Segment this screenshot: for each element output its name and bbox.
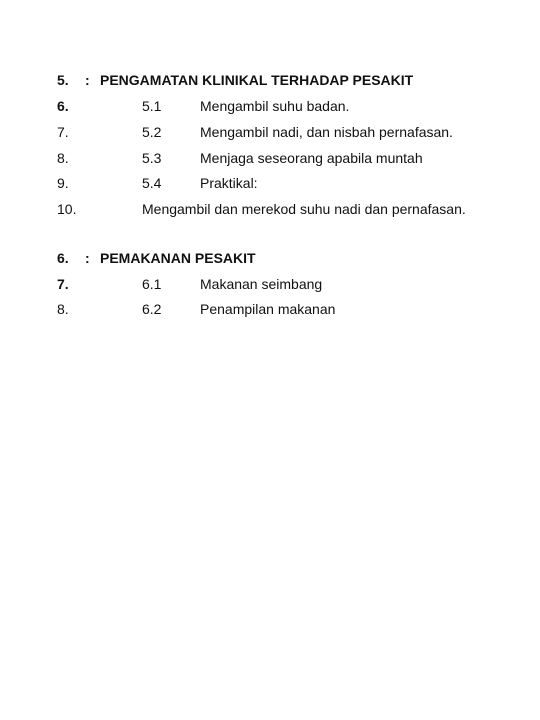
list-item <box>0 122 540 142</box>
item-subnumber: 6.2 <box>142 301 162 317</box>
section-title: PEMAKANAN PESAKIT <box>100 250 256 266</box>
item-number: 10. <box>57 201 77 217</box>
item-number: 7. <box>57 124 69 140</box>
item-subnumber: 5.3 <box>142 150 162 166</box>
item-text: Penampilan makanan <box>200 301 336 317</box>
section-colon: : <box>85 72 90 88</box>
section-number: 6. <box>57 250 69 266</box>
list-item <box>0 96 540 116</box>
item-subnumber: 5.2 <box>142 124 162 140</box>
item-text: Praktikal: <box>200 175 258 191</box>
item-number: 8. <box>57 150 69 166</box>
list-item <box>0 148 540 168</box>
item-subnumber: 5.4 <box>142 175 162 191</box>
section-colon: : <box>85 250 90 266</box>
section-number: 5. <box>57 72 69 88</box>
item-text: Mengambil nadi, dan nisbah pernafasan. <box>200 124 453 140</box>
item-number: 7. <box>57 276 69 292</box>
item-number: 9. <box>57 175 69 191</box>
item-subnumber: 6.1 <box>142 276 162 292</box>
item-number: 8. <box>57 301 69 317</box>
item-text: Mengambil suhu badan. <box>200 98 350 114</box>
section-5-heading <box>0 70 540 90</box>
item-text: Mengambil dan merekod suhu nadi dan pernafasan. <box>142 201 466 217</box>
list-item <box>0 173 540 193</box>
section-6-heading <box>0 248 540 268</box>
list-item <box>0 199 540 219</box>
item-text: Makanan seimbang <box>200 276 323 292</box>
item-text: Menjaga seseorang apabila muntah <box>200 150 423 166</box>
section-title: PENGAMATAN KLINIKAL TERHADAP PESAKIT <box>100 72 414 88</box>
list-item <box>0 274 540 294</box>
item-number: 6. <box>57 98 69 114</box>
list-item <box>0 299 540 319</box>
item-subnumber: 5.1 <box>142 98 162 114</box>
